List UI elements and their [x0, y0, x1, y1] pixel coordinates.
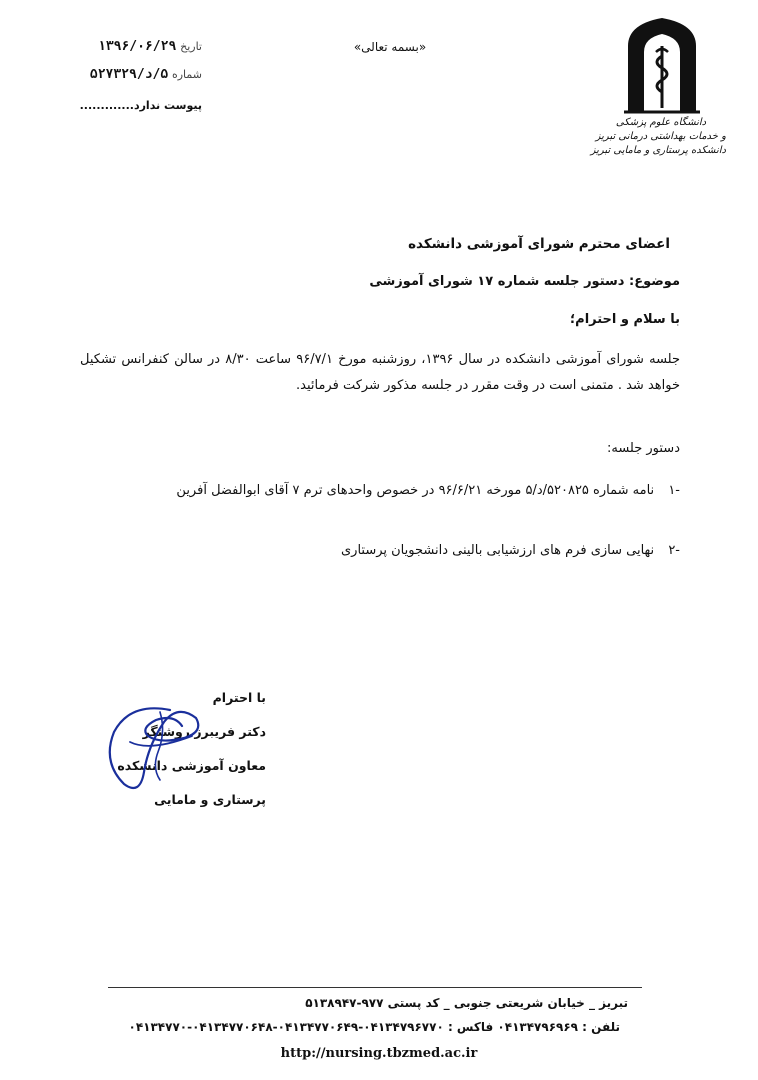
agenda-item — [80, 477, 680, 505]
subject-line: موضوع: دستور جلسه شماره ۱۷ شورای آموزشی — [369, 274, 680, 289]
university-logo-icon — [622, 16, 702, 116]
agenda-title: دستور جلسه: — [606, 441, 680, 456]
footer-website: http://nursing.tbzmed.ac.ir — [280, 1046, 478, 1061]
caption-line: دانشگاه علوم پزشکی — [615, 117, 707, 128]
agenda-item-text: نامه شماره ۵۲۰۸۲۵/د/۵ مورخه ۹۶/۶/۲۱ در خصوص واحدهای ترم ۷ آقای ابوالفضل آفرین — [176, 483, 655, 498]
basmala: «بسمه تعالی» — [353, 40, 427, 54]
number-value: ۵/د/۵۲۷۳۲۹ — [89, 67, 169, 82]
attachment-note: پیوست ندارد............. — [79, 99, 202, 112]
signature-closing: با احترام — [212, 690, 266, 705]
signatory-title: معاون آموزشی دانشکده — [117, 758, 266, 773]
agenda-item-number: -۱ — [668, 483, 680, 498]
agenda-item-text: نهایی سازی فرم های ارزشیابی بالینی دانشجویان پرستاری — [340, 543, 655, 558]
footer-phones: تلفن : ۰۴۱۳۴۷۹۶۹۶۹ فاکس : ۰۴۱۳۴۷۹۶۷۷۰-۰۴۱۳۴۷۷۰۶۴۹-۰۴۱۳۴۷۷۰۶۴۸-۰۴۱۳۴۷۷۰ — [128, 1020, 620, 1034]
caption-line: دانشکده پرستاری و مامایی تبریز — [590, 145, 726, 156]
caption-line: و خدمات بهداشتی درمانی تبریز — [595, 131, 726, 142]
signatory-name: دکتر فریبرز روشنگر — [142, 724, 266, 739]
footer-divider — [108, 987, 642, 988]
number-label: شماره — [171, 68, 202, 81]
greeting: با سلام و احترام؛ — [569, 312, 680, 327]
letter-date — [52, 38, 202, 55]
handwritten-signature-icon — [100, 692, 210, 802]
agenda-item-number: -۲ — [668, 543, 680, 558]
body-paragraph: جلسه شورای آموزشی دانشکده در سال ۱۳۹۶، روزشنبه مورخ ۹۶/۷/۱ ساعت ۸/۳۰ در سالن کنفرانس تشکیل خواهد شد . متمنی است در وقت مقرر در جلسه مذکور شرکت فرمائید. — [80, 352, 681, 393]
footer-address: تبریز _ خیابان شریعتی جنوبی _ کد پستی ۹۷۷-۵۱۳۸۹۴۷ — [305, 996, 628, 1010]
signatory-faculty: پرستاری و مامایی — [154, 792, 266, 807]
date-value: ۱۳۹۶/۰۶/۲۹ — [98, 39, 177, 54]
recipient: اعضای محترم شورای آموزشی دانشکده — [408, 236, 670, 252]
letter-number — [52, 66, 202, 83]
date-label: تاریخ — [180, 40, 202, 53]
university-name — [590, 116, 726, 158]
agenda-item — [80, 537, 680, 565]
